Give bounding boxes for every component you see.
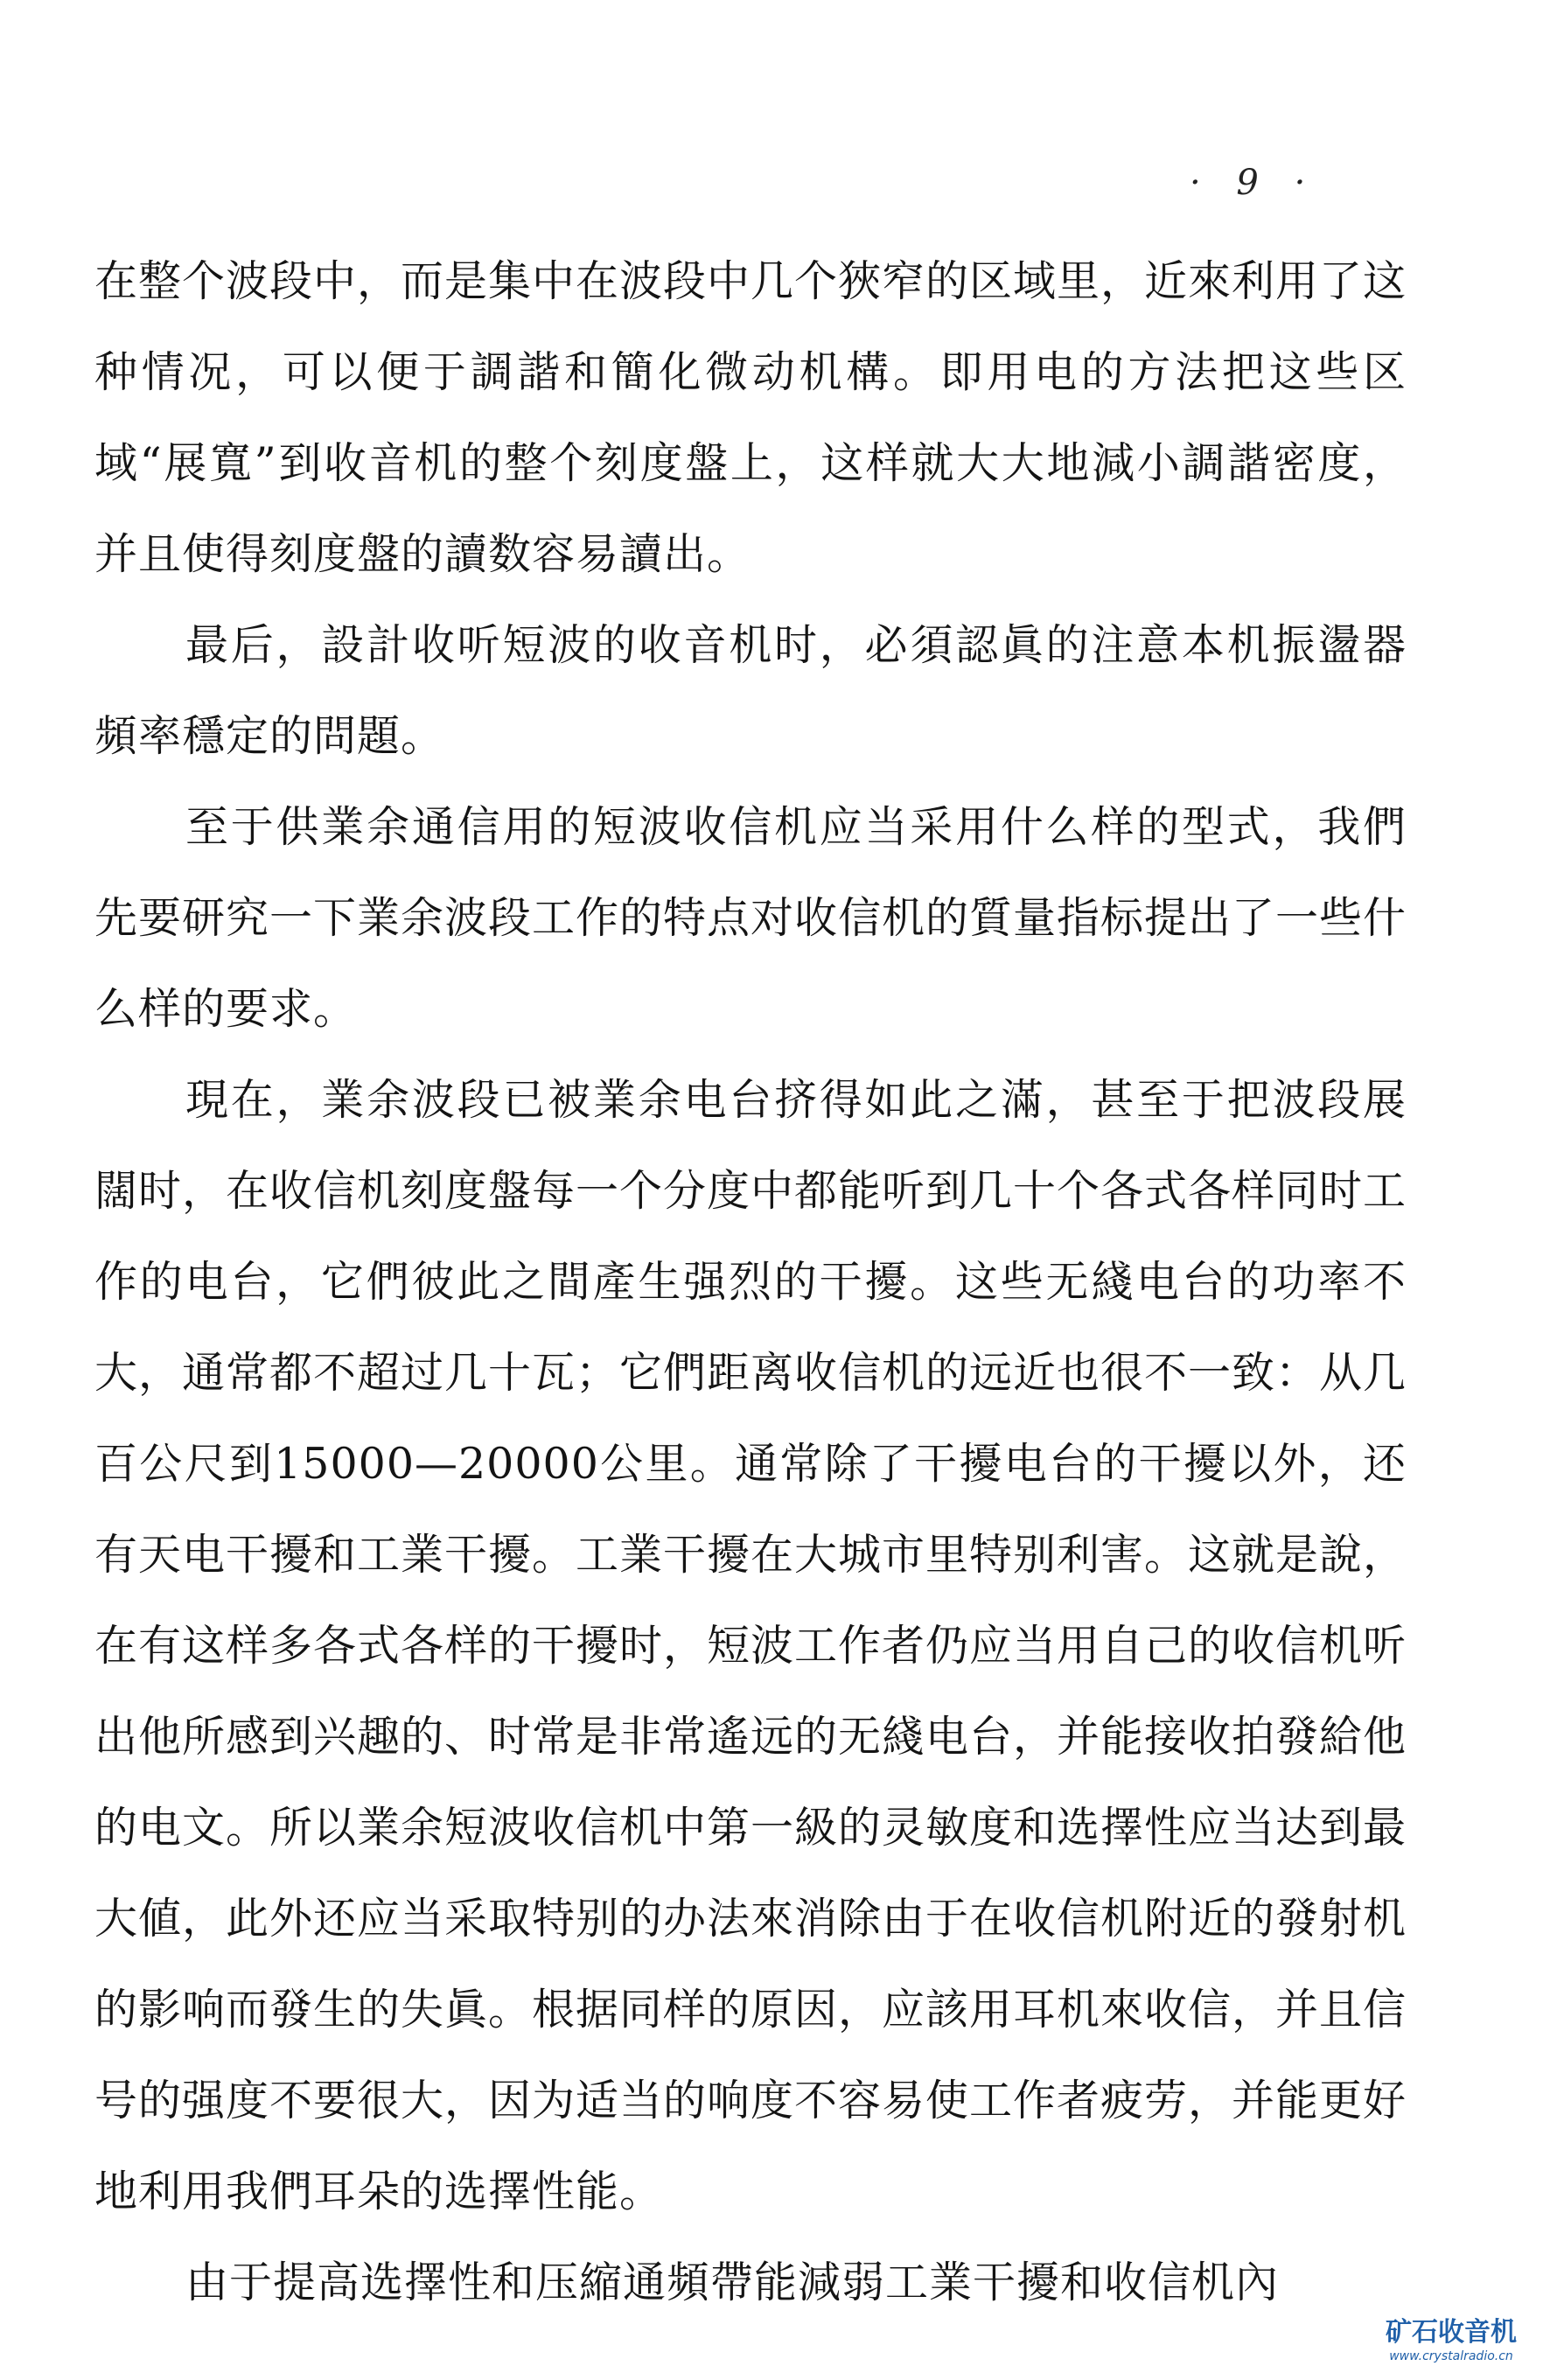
watermark-logo: [1368, 2317, 1534, 2371]
watermark-title: 矿石收音机: [1386, 2317, 1517, 2348]
paragraph: 最后，設計收听短波的收音机时，必須認眞的注意本机振盪器頻率穩定的問題。: [94, 620, 1407, 761]
paragraph-continued: 在整个波段中，而是集中在波段中几个狹窄的区域里，近來利用了这种情况，可以便于調諧和簡化微动机構。即用电的方法把这些区域“展寬”到收音机的整个刻度盤上，这样就大大地減小調諧密度，并且使得刻度盤的讀数容易讀出。: [94, 256, 1407, 579]
watermark-url: www.crystalradio.cn: [1389, 2349, 1513, 2363]
page-number: · 9 ·: [1190, 163, 1318, 203]
paragraph: 由于提高选擇性和压縮通頻帶能減弱工業干擾和收信机內: [185, 2258, 1280, 2307]
body-text: [94, 236, 1407, 2328]
paragraph: 現在，業余波段已被業余电台挤得如此之滿，甚至于把波段展闊时，在收信机刻度盤每一个分度中都能听到几十个各式各样同时工作的电台，它們彼此之間產生强烈的干擾。这些无綫电台的功率不大，通常都不超过几十瓦；它們距离收信机的远近也很不一致：从几百公尺到15000—20000公里。通常除了干擾电台的干擾以外，还有天电干擾和工業干擾。工業干擾在大城市里特别利害。这就是說，在有这样多各式各样的干擾时，短波工作者仍应当用自己的收信机听出他所感到兴趣的、时常是非常遙远的无綫电台，并能接收拍發給他的电文。所以業余短波收信机中第一級的灵敏度和选擇性应当达到最大値，此外还应当采取特别的办法來消除由于在收信机附近的發射机的影响而發生的失眞。根据同样的原因，应該用耳机來收信，并且信号的强度不要很大，因为适当的响度不容易使工作者疲劳，并能更好地利用我們耳朵的选擇性能。: [94, 1075, 1407, 2216]
paragraph: 至于供業余通信用的短波收信机应当采用什么样的型式，我們先要研究一下業余波段工作的特点对收信机的質量指标提出了一些什么样的要求。: [94, 802, 1407, 1034]
